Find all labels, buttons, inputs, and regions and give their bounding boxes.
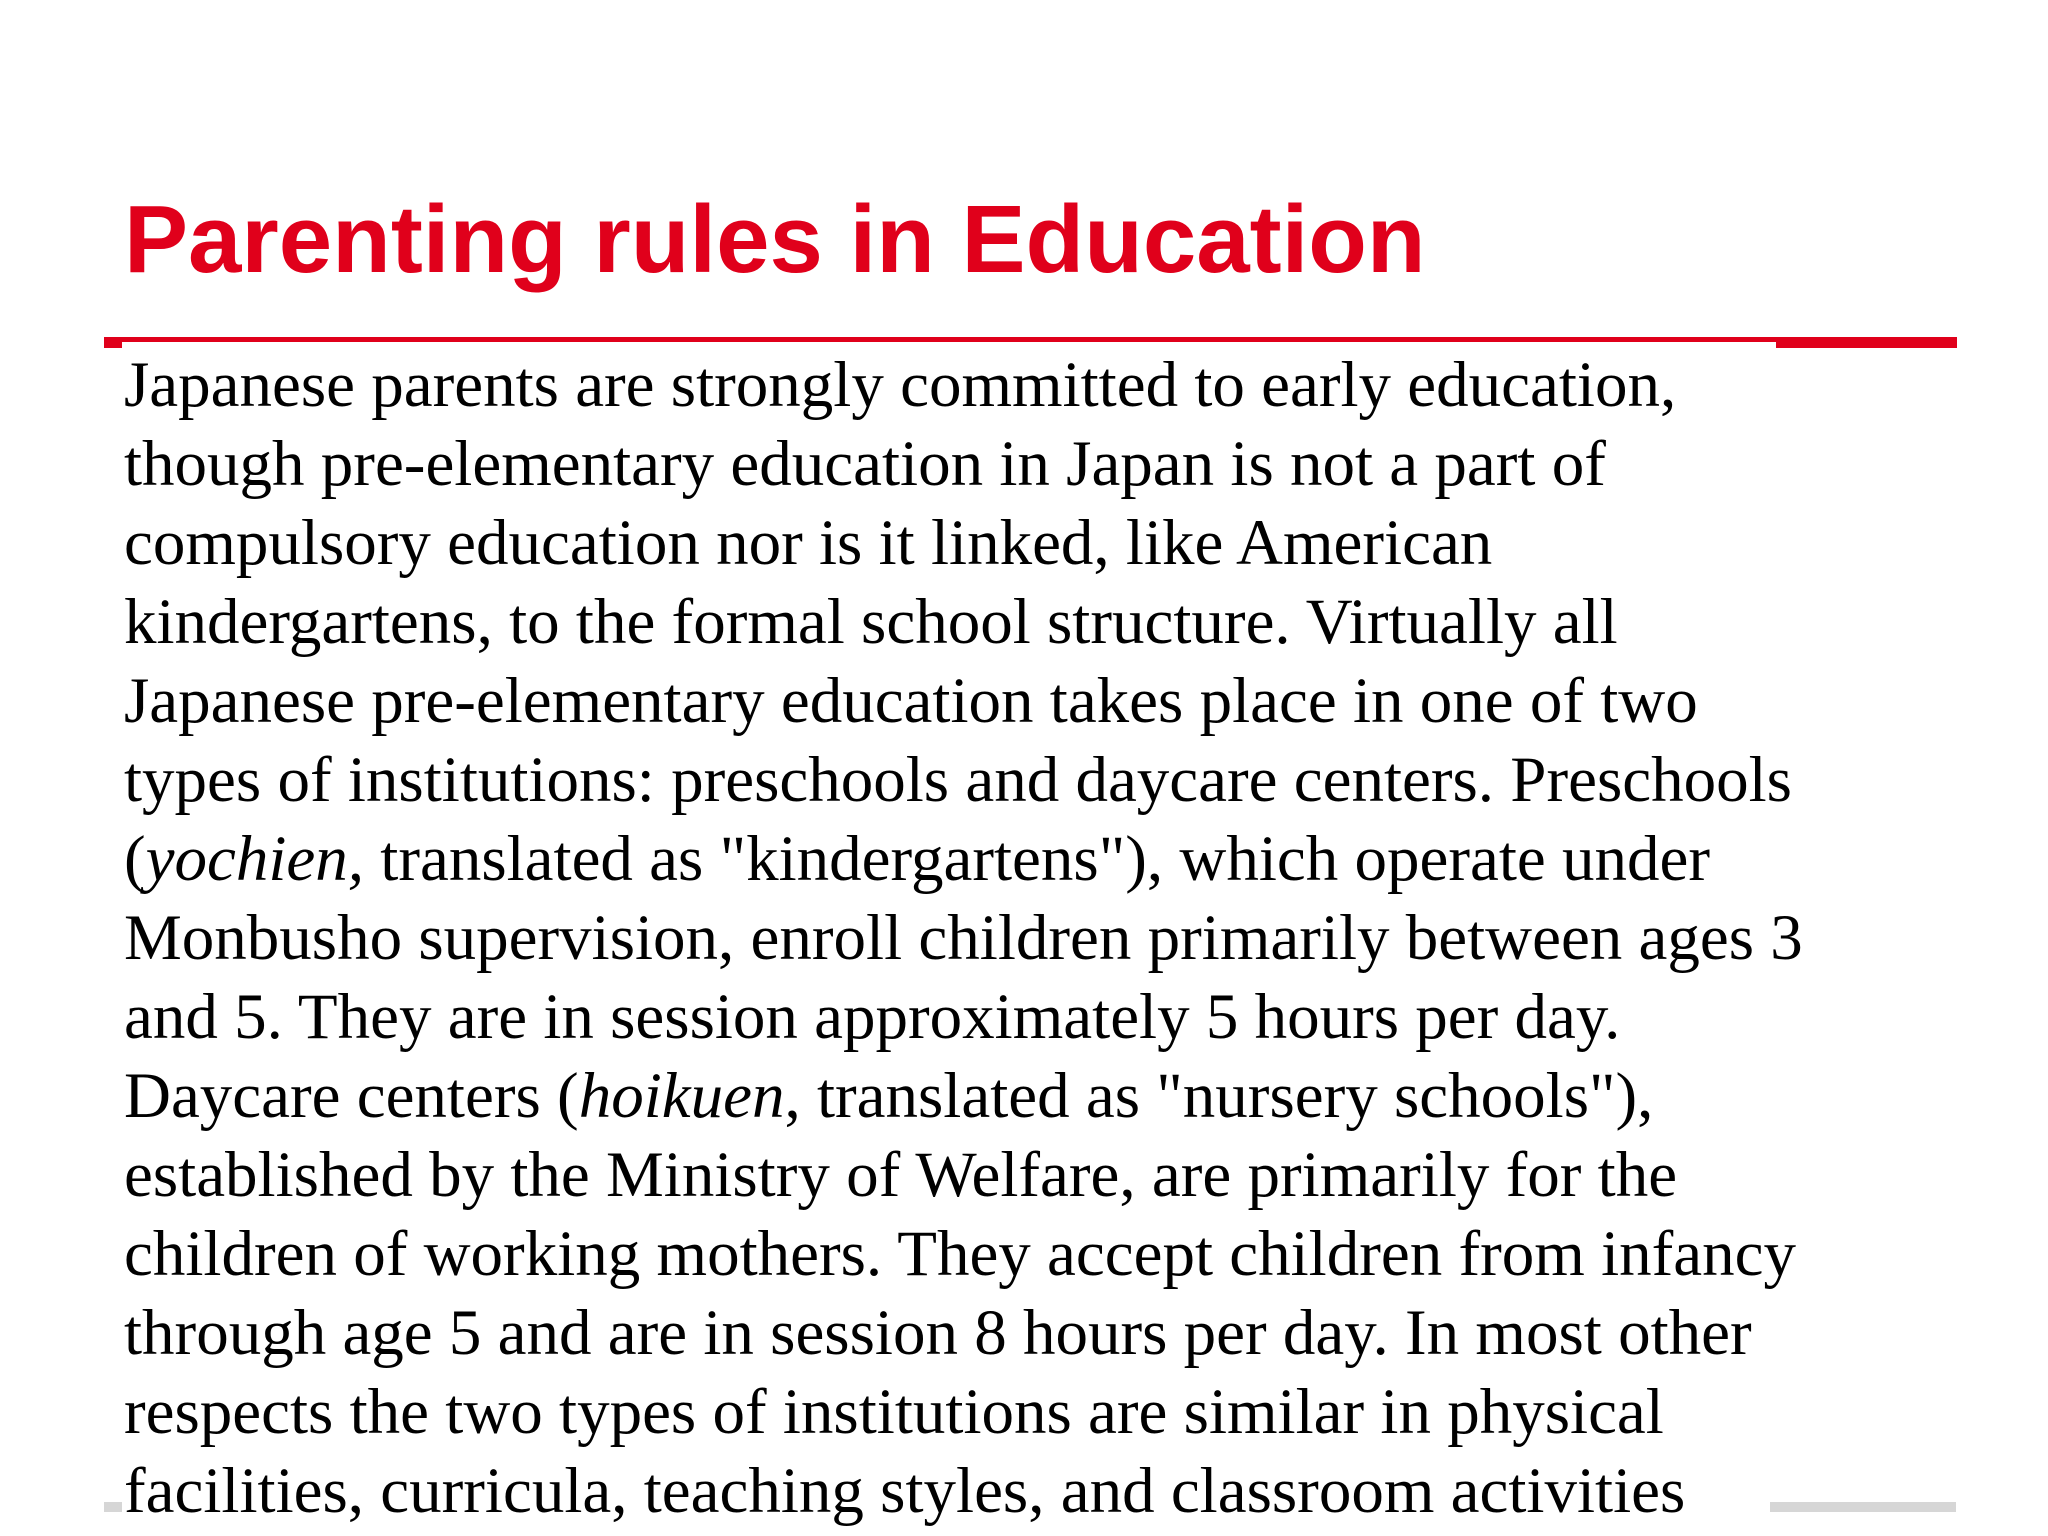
body-text-segment: Daycare centers ( [124, 1060, 579, 1132]
body-line: established by the Ministry of Welfare, are primarily for the [124, 1139, 1678, 1211]
body-text-segment: , translated as "nursery schools"), [784, 1060, 1654, 1132]
term-yochien: yochien, [145, 823, 365, 895]
body-text-segment: ( [124, 823, 146, 895]
slide-body [124, 346, 1984, 1531]
body-line: compulsory education nor is it linked, like American [124, 507, 1493, 579]
title-divider [104, 337, 1776, 342]
body-line: though pre-elementary education in Japan is not a part of [124, 428, 1606, 500]
footer-bar-left [104, 1502, 122, 1512]
body-line: kindergartens, to the formal school structure. Virtually all [124, 586, 1618, 658]
body-text-segment: translated as "kindergartens"), which operate under [364, 823, 1710, 895]
body-line: Monbusho supervision, enroll children primarily between ages 3 [124, 902, 1803, 974]
body-line [124, 820, 1984, 899]
body-line: Japanese parents are strongly committed to early education, [124, 349, 1677, 421]
body-line: respects the two types of institutions are similar in physical [124, 1376, 1664, 1448]
body-line: types of institutions: preschools and daycare centers. Preschools [124, 744, 1792, 816]
body-line: Japanese pre-elementary education takes place in one of two [124, 665, 1698, 737]
body-line [124, 1057, 1984, 1136]
slide-title: Parenting rules in Education [124, 186, 1426, 293]
body-line: facilities, curricula, teaching styles, and classroom activities [124, 1455, 1686, 1527]
body-line: children of working mothers. They accept children from infancy [124, 1218, 1796, 1290]
body-line: and 5. They are in session approximately 5 hours per day. [124, 981, 1621, 1053]
body-line: through age 5 and are in session 8 hours per day. In most other [124, 1297, 1752, 1369]
term-hoikuen: hoikuen [578, 1060, 785, 1132]
footer-bar-right [1770, 1502, 1956, 1512]
